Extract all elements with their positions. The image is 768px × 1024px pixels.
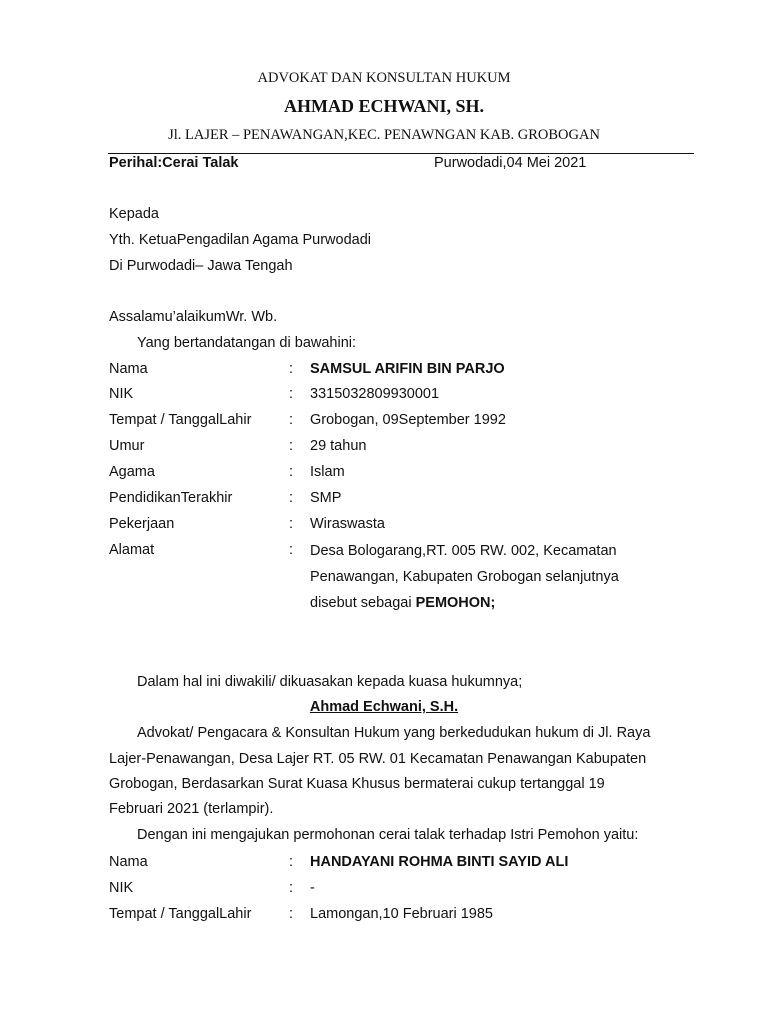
applicant-education: SMP	[310, 490, 342, 506]
field-label: PendidikanTerakhir	[109, 490, 233, 506]
place-date: Purwodadi,04 Mei 2021	[434, 155, 587, 171]
field-colon: :	[289, 361, 294, 377]
field-label: Alamat	[109, 542, 155, 558]
address-suffix-text: disebut sebagai	[310, 595, 416, 611]
pemohon-label: PEMOHON;	[415, 595, 496, 611]
applicant-nik: 3315032809930001	[310, 386, 440, 402]
field-label: Umur	[109, 438, 145, 454]
field-label: Tempat / TanggalLahir	[109, 412, 252, 428]
lawyer-paragraph-line-1: Advokat/ Pengacara & Konsultan Hukum yang berkedudukan hukum di Jl. Raya	[137, 725, 651, 741]
field-colon: :	[289, 386, 294, 402]
lawyer-name: Ahmad Echwani, S.H.	[309, 699, 459, 715]
applicant-address-line-2: Penawangan, Kabupaten Grobogan selanjutnya	[310, 569, 619, 585]
subject-line: Perihal:Cerai Talak	[109, 155, 239, 171]
field-label: Nama	[109, 361, 148, 377]
petition-line: Dengan ini mengajukan permohonan cerai talak terhadap Istri Pemohon yaitu:	[137, 827, 639, 843]
field-colon: :	[289, 854, 294, 870]
lawyer-paragraph-line-3: Grobogan, Berdasarkan Surat Kuasa Khusus bermaterai cukup tertanggal 19	[109, 776, 605, 792]
respondent-nik: -	[310, 880, 315, 896]
field-colon: :	[289, 412, 294, 428]
applicant-name: SAMSUL ARIFIN BIN PARJO	[310, 361, 505, 377]
recipient-line-1: Kepada	[109, 206, 159, 222]
lawyer-paragraph-line-4: Februari 2021 (terlampir).	[109, 801, 274, 817]
field-colon: :	[289, 516, 294, 532]
respondent-birth: Lamongan,10 Februari 1985	[310, 906, 493, 922]
field-label: Agama	[109, 464, 155, 480]
field-label: Tempat / TanggalLahir	[109, 906, 252, 922]
applicant-birth: Grobogan, 09September 1992	[310, 412, 506, 428]
lawyer-paragraph-line-2: Lajer-Penawangan, Desa Lajer RT. 05 RW. 01 Kecamatan Penawangan Kabupaten	[109, 751, 647, 767]
applicant-occupation: Wiraswasta	[310, 516, 385, 532]
field-colon: :	[289, 438, 294, 454]
field-label: NIK	[109, 880, 134, 896]
recipient-line-2: Yth. KetuaPengadilan Agama Purwodadi	[109, 232, 371, 248]
field-colon: :	[289, 880, 294, 896]
field-label: NIK	[109, 386, 134, 402]
representation-intro: Dalam hal ini diwakili/ dikuasakan kepada kuasa hukumnya;	[137, 674, 523, 690]
letterhead-title: ADVOKAT DAN KONSULTAN HUKUM	[257, 70, 511, 86]
letterhead-address: Jl. LAJER – PENAWANGAN,KEC. PENAWNGAN KAB. GROBOGAN	[168, 127, 600, 143]
field-label: Nama	[109, 854, 148, 870]
applicant-age: 29 tahun	[310, 438, 367, 454]
field-colon: :	[289, 542, 294, 558]
intro-line: Yang bertandatangan di bawahini:	[137, 335, 357, 351]
field-colon: :	[289, 906, 294, 922]
greeting: Assalamu’alaikumWr. Wb.	[109, 309, 278, 325]
letterhead-divider	[108, 153, 694, 154]
applicant-address-line-1: Desa Bologarang,RT. 005 RW. 002, Kecamatan	[310, 543, 617, 559]
field-colon: :	[289, 490, 294, 506]
field-colon: :	[289, 464, 294, 480]
applicant-religion: Islam	[310, 464, 345, 480]
letterhead-name: AHMAD ECHWANI, SH.	[283, 96, 484, 116]
respondent-name: HANDAYANI ROHMA BINTI SAYID ALI	[310, 854, 569, 870]
recipient-line-3: Di Purwodadi– Jawa Tengah	[109, 258, 293, 274]
field-label: Pekerjaan	[109, 516, 175, 532]
applicant-address-line-3	[310, 595, 495, 611]
